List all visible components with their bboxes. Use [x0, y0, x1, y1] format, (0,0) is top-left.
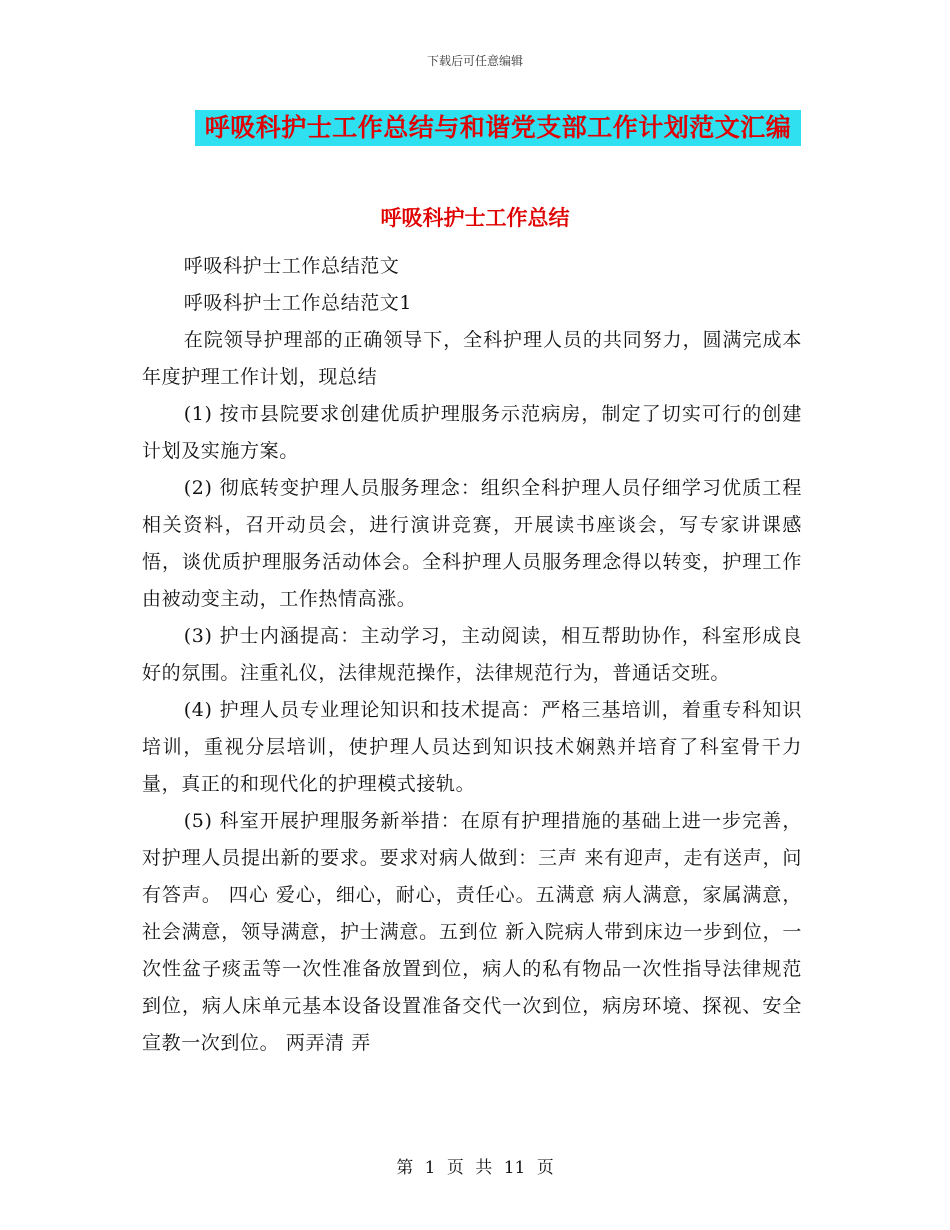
- paragraph: (2) 彻底转变护理人员服务理念：组织全科护理人员仔细学习优质工程相关资料，召开动员会，进行演讲竞赛，开展读书座谈会，写专家讲课感悟，谈优质护理服务活动体会。全科护理人员服务理念得以转变，护理工作由被动变主动，工作热情高涨。: [142, 477, 802, 610]
- paragraph: (4) 护理人员专业理论知识和技术提高：严格三基培训，着重专科知识培训，重视分层培训，使护理人员达到知识技术娴熟并培育了科室骨干力量，真正的和现代化的护理模式接轨。: [142, 699, 802, 795]
- page-footer: 第 1 页 共 11 页: [396, 1158, 554, 1178]
- paragraph: (5) 科室开展护理服务新举措：在原有护理措施的基础上进一步完善，对护理人员提出新的要求。要求对病人做到：三声 来有迎声，走有送声，问有答声。 四心 爱心，细心，耐心，责任心。五满意 病人满意，家属满意，社会满意，领导满意，护士满意。五到位 新入院病人带到床边一步到位，一次性盆子痰盂等一次性准备放置到位，病人的私有物品一次性指导法律规范到位，病人床单元基本设备设置准备交代一次到位，病房环境、探视、安全宣教一次到位。 两弄清 弄: [142, 810, 802, 1054]
- paragraph: (3) 护士内涵提高：主动学习，主动阅读，相互帮助协作，科室形成良好的氛围。注重礼仪，法律规范操作，法律规范行为，普通话交班。: [142, 625, 802, 684]
- paragraph: (1) 按市县院要求创建优质护理服务示范病房，制定了切实可行的创建计划及实施方案。: [142, 403, 802, 462]
- document-body: [142, 248, 802, 1062]
- section-title: 呼吸科护士工作总结: [380, 206, 570, 230]
- paragraph: 在院领导护理部的正确领导下，全科护理人员的共同努力，圆满完成本年度护理工作计划，现总结: [142, 329, 802, 388]
- paragraph: 呼吸科护士工作总结范文1: [183, 292, 413, 314]
- paragraph: 呼吸科护士工作总结范文: [183, 255, 400, 277]
- document-title: 呼吸科护士工作总结与和谐党支部工作计划范文汇编: [195, 110, 801, 146]
- header-note: 下载后可任意编辑: [426, 54, 523, 68]
